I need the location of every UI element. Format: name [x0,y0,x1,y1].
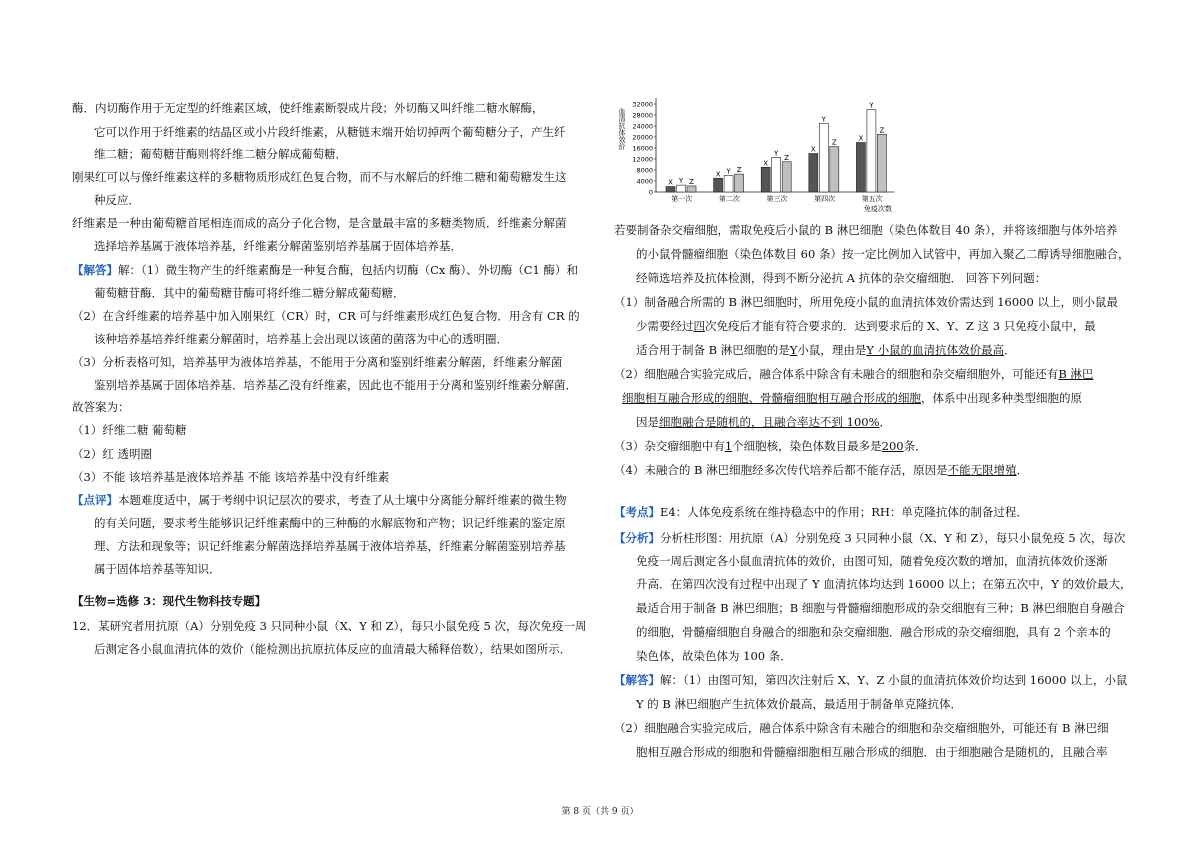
question-text: 个细胞核，染色体数目最多是 [732,439,882,453]
answer-blank: 200 [881,439,904,453]
right-line [614,438,927,454]
right-line [614,294,1118,310]
bar-y [819,123,828,192]
left-line [94,124,566,140]
question-text: ，体系中出现多种类型细胞的原 [921,391,1082,405]
line-text: 刚果红可以与像纤维素这样的多糖物质形成红色复合物，而不与水解后的纤维二糖和葡萄糖发生这 [72,170,567,184]
left-line [94,515,566,531]
bar-label: X [715,170,721,179]
y-tick-label: 0 [648,188,653,197]
x-tick-label: 第五次 [861,195,883,203]
bar-z [830,147,839,192]
line-text: （1）纤维二糖 葡萄糖 [72,423,187,437]
page-footer: 第 8 页（共 9 页） [561,807,639,817]
question-text: （3）杂交瘤细胞中有 [614,439,725,453]
line-text: （2）在含纤维素的培养基中加入刚果红（CR）时，CR 可与纤维素形成红色复合物．用含有 CR 的 [72,309,580,323]
bar-label: Z [831,138,837,147]
answer-blank: Y [789,343,798,357]
question-text: （1）制备融合所需的 B 淋巴细胞时，所用免疫小鼠的血清抗体效价需达到 16000 以上，则小鼠最 [614,295,1118,309]
line-text: 选择培养基属于液体培养基，纤维素分解菌鉴别培养基属于固体培养基． [94,239,462,253]
bar-label: X [858,134,864,143]
left-line [72,354,562,370]
line-text: 12．某研究者用抗原（A）分别免疫 3 只同种小鼠（X、Y 和 Z），每只小鼠免疫 5 次，每次免疫一周 [72,619,587,633]
left-line [72,215,567,231]
line-text: 的小鼠骨髓瘤细胞（染色体数目 60 条）按一定比例加入试管中，再加入聚乙二醇诱导细胞融合， [636,247,1130,261]
bar-label: X [668,178,673,187]
line-text: 【生物=选修 3：现代生物科技专题】 [72,594,267,608]
bar-z [877,134,886,192]
right-line [614,504,1028,520]
x-tick-label: 第二次 [718,195,740,203]
bar-z [782,162,791,192]
right-line [636,600,1124,616]
bar-label: X [810,145,816,154]
line-text: 最适合用于制备 B 淋巴细胞；B 细胞与骨髓瘤细胞形成的杂交细胞有三种；B 淋巴细胞自身融合 [636,601,1125,615]
left-line [94,146,347,162]
answer-blank: 不能无限增殖 [947,463,1017,477]
bar-label: X [763,159,769,168]
left-line [72,399,130,415]
line-text: （2）细胞融合实验完成后，融合体系中除含有未融合的细胞和杂交瘤细胞外，可能还有 B 淋巴细 [614,721,1109,735]
x-tick-label: 第四次 [814,195,836,203]
left-line [72,308,580,324]
line-text: 属于固体培养基等知识． [94,562,221,576]
left-line [72,446,152,462]
question-text: 因是 [636,415,659,429]
bar-y [867,110,876,193]
antibody-titer-chart [614,96,914,220]
line-text: （2）红 透明圈 [72,447,152,461]
left-line [94,641,571,657]
right-line [614,720,1109,736]
question-text: ． [1016,463,1029,477]
line-text: 经筛选培养及抗体检测，得到不断分泌抗 A 抗体的杂交瘤细胞． 回答下列问题： [636,271,1047,285]
question-text: （4）未融合的 B 淋巴细胞经多次传代培养后都不能存活，原因是 [614,463,948,477]
right-line [636,624,1111,640]
bar-y [724,176,733,193]
question-text: 适合用于制备 B 淋巴细胞的是 [636,343,790,357]
line-text: 胞相互融合形成的细胞和骨髓瘤细胞相互融合形成的细胞．由于细胞融合是随机的，且融合率 [636,745,1108,759]
right-line [636,744,1108,760]
line-text: 维二糖；葡萄糖苷酶则将纤维二糖分解成葡萄糖． [94,147,347,161]
answer-blank: Y 小鼠的血清抗体效价最高 [866,343,1005,357]
line-text: 的细胞，骨髓瘤细胞自身融合的细胞和杂交瘤细胞．融合形成的杂交瘤细胞，具有 2 个亲本的 [636,625,1111,639]
left-line [94,331,508,347]
y-tick-label: 12000 [632,155,653,164]
answer-blank: 四 [693,319,705,333]
line-text: 它可以作用于纤维素的结晶区或小片段纤维素，从糖链末端开始切掉两个葡萄糖分子，产生纤 [94,125,566,139]
left-line [94,285,405,301]
right-line [636,648,792,664]
left-line [94,538,566,554]
line-text: 免疫一周后测定各小鼠血清抗体的效价，由图可知，随着免疫次数的增加，血清抗体效价逐渐 [636,554,1108,568]
bar-label: Y [678,177,684,186]
bar-z [687,186,696,192]
y-tick-label: 8000 [636,166,653,175]
line-text: （3）不能 该培养基是液体培养基 不能 该培养基中没有纤维素 [72,470,390,484]
question-text: 条． [903,439,927,453]
section-tag: 【考点】 [614,505,660,519]
left-line [94,561,221,577]
right-line [614,366,1093,382]
line-text: 若要制备杂交瘤细胞，需取免疫后小鼠的 B 淋巴细胞（染色体数目 40 条），并将该细胞与体外培养 [614,223,1118,237]
left-line [72,422,186,438]
section-tag: 【解答】 [72,263,118,277]
right-line [636,553,1108,569]
bar-label: Z [879,126,885,135]
right-line [636,246,1129,262]
bar-x [714,178,723,192]
right-line [636,270,1046,286]
section-tag: 【分析】 [614,531,660,545]
section-tag: 【解答】 [614,673,660,687]
line-text: 纤维素是一种由葡萄糖首尾相连而成的高分子化合物，是含量最丰富的多糖类物质．纤维素分解菌 [72,216,567,230]
bar-x [666,187,675,193]
line-text: 解：（1）微生物产生的纤维素酶是一种复合酶，包括内切酶（Cx 酶）、外切酶（C1 酶）和 [118,263,579,277]
line-text: 分析柱形图：用抗原（A）分别免疫 3 只同种小鼠（X、Y 和 Z），每只小鼠免疫 5 次，每次 [660,531,1126,545]
bar-label: Y [774,149,779,158]
line-text: 该种培养基培养纤维素分解菌时，培养基上会出现以该菌的菌落为中心的透明圈． [94,332,508,346]
line-text: 种反应． [94,193,140,207]
x-axis-label: 免疫次数 [864,205,892,213]
left-line [72,262,578,278]
y-tick-label: 20000 [632,133,653,142]
bar-y [772,158,781,192]
y-tick-label: 32000 [632,100,653,109]
bar-x [761,167,770,192]
bar-label: Z [736,166,742,175]
x-tick-label: 第三次 [766,195,788,203]
right-line [614,672,1128,688]
line-text: 升高．在第四次没有过程中出现了 Y 血清抗体均达到 16000 以上；在第五次中，Y 的效价最大， [636,577,1132,591]
x-tick-label: 第一次 [671,195,693,203]
y-tick-label: 28000 [632,111,653,120]
y-tick-label: 4000 [636,177,653,186]
line-text: 葡萄糖苷酶．其中的葡萄糖苷酶可将纤维二糖分解成葡萄糖． [94,286,405,300]
left-line [72,492,567,508]
line-text: （3）分析表格可知，培养基甲为液体培养基，不能用于分离和鉴别纤维素分解菌，纤维素分解菌 [72,355,563,369]
question-text: ． [879,415,892,429]
bar-x [856,143,865,193]
line-text: 本题难度适中，属于考纲中识记层次的要求，考查了从土壤中分离能分解纤维素的微生物 [118,493,567,507]
right-line [614,530,1125,546]
right-line [636,318,1096,334]
bar-x [809,154,818,193]
question-text: 小鼠，理由是 [797,343,867,357]
line-text: 的有关问题，要求考生能够识记纤维素酶中的三种酶的水解底物和产物；识记纤维素的鉴定原 [94,516,566,530]
right-line [636,576,1132,592]
bar-label: Z [689,177,694,186]
y-axis-label: 血清抗体效价 [618,108,626,150]
line-text: 故答案为： [72,400,130,414]
left-line [72,618,587,634]
question-text: （2）细胞融合实验完成后，融合体系中除含有未融合的细胞和杂交瘤细胞外，可能还有 [614,367,1059,381]
right-line [614,222,1117,238]
answer-blank: B 淋巴 [1058,367,1094,381]
bar-y [677,185,686,192]
left-line [94,377,577,393]
left-line [72,169,567,185]
line-text: 染色体，故染色体为 100 条． [636,649,792,663]
line-text: E4：人体免疫系统在维持稳态中的作用；RH：单克隆抗体的制备过程． [660,505,1028,519]
bar-z [735,174,744,192]
right-line [614,462,1028,478]
bar-label: Z [784,153,790,162]
left-line [72,469,389,485]
line-text: 鉴别培养基属于固体培养基．培养基乙没有纤维素，因此也不能用于分离和鉴别纤维素分解菌． [94,378,577,392]
right-line [636,342,1016,358]
answer-blank: 细胞融合是随机的，且融合率达不到 100% [659,415,880,429]
bar-label: Y [821,115,826,124]
answer-blank: 细胞相互融合形成的细胞、骨髓瘤细胞相互融合形成的细胞 [622,391,921,405]
line-text: 酶．内切酶作用于无定型的纤维素区域，使纤维素断裂成片段；外切酶又叫纤维二糖水解酶， [72,101,544,115]
left-line [94,238,462,254]
right-line [622,390,1082,406]
left-line [72,100,544,116]
question-text: 次免疫后才能有符合要求的．达到要求后的 X、Y、Z 这 3 只免疫小鼠中，最 [705,319,1096,333]
line-text: 理、方法和现象等；识记纤维素分解菌选择培养基属于液体培养基，纤维素分解菌鉴别培养基 [94,539,566,553]
left-line [94,192,140,208]
section-tag: 【点评】 [72,493,118,507]
y-tick-label: 24000 [632,122,653,131]
left-line [72,593,266,609]
right-line [636,414,891,430]
question-text: 少需要经过 [636,319,694,333]
right-line [636,696,962,712]
y-tick-label: 16000 [632,144,653,153]
line-text: 后测定各小鼠血清抗体的效价（能检测出抗原抗体反应的血清最大稀释倍数），结果如图所示． [94,642,572,656]
line-text: 解：（1）由图可知，第四次注射后 X、Y、Z 小鼠的血清抗体效价均达到 16000 以上，小鼠 [660,673,1128,687]
question-text: ． [1004,343,1016,357]
bar-label: Y [869,101,874,110]
bar-label: Y [726,167,731,176]
line-text: Y 的 B 淋巴细胞产生抗体效价最高，最适用于制备单克隆抗体． [636,697,963,711]
answer-blank: 1 [724,439,733,453]
